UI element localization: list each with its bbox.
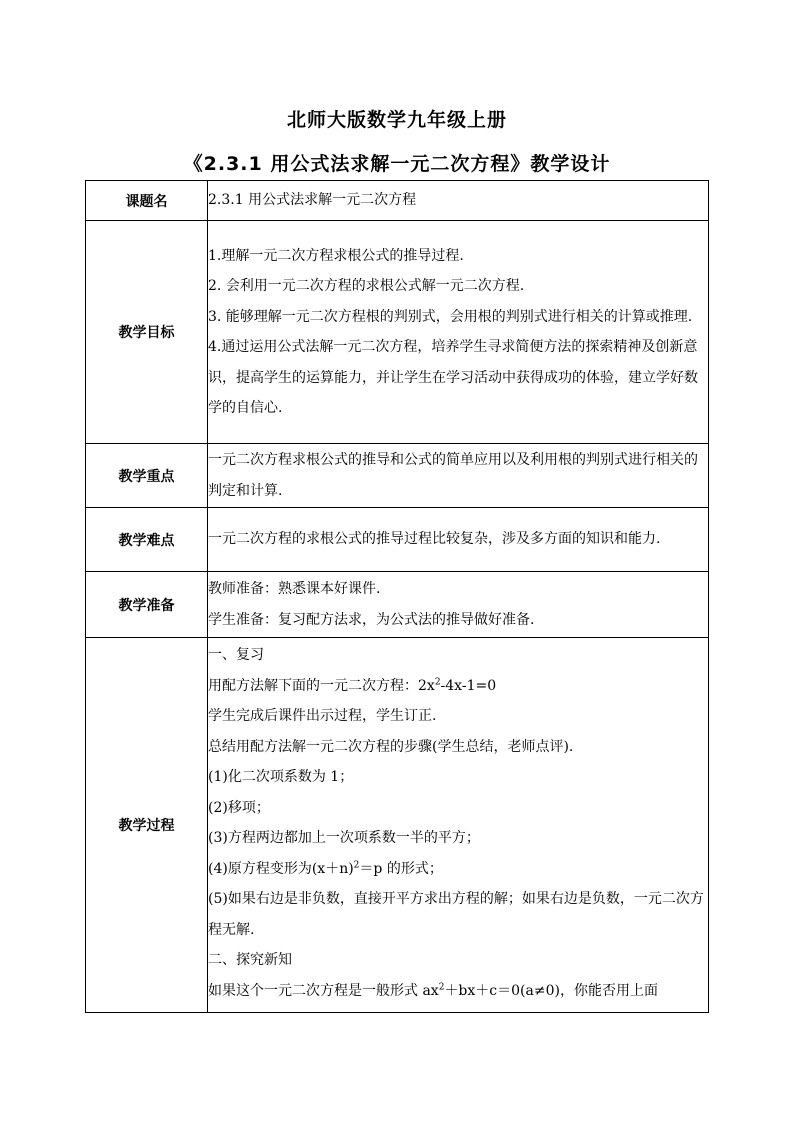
process-line: 一、复习 bbox=[208, 647, 264, 663]
row-label-process: 教学过程 bbox=[86, 638, 208, 1013]
goal-item-1: 1.理解一元二次方程求根公式的推导过程. bbox=[208, 247, 464, 264]
process-line: 学生完成后课件出示过程，学生订正. bbox=[208, 708, 437, 724]
table-row-topic bbox=[86, 181, 709, 221]
table-row-preparation bbox=[86, 572, 709, 638]
difficulties-cell bbox=[208, 508, 709, 572]
table-row-process bbox=[86, 638, 709, 1013]
topic-text: 2.3.1 用公式法求解一元二次方程 bbox=[208, 192, 417, 209]
process-line: (4)原方程变形为$(x+n)^2=p$ 的形式； bbox=[208, 859, 443, 877]
process-cell bbox=[208, 638, 709, 1013]
process-line: 用配方法解下面的一元二次方程：$2x^2-4x-1=0$ bbox=[208, 676, 497, 694]
row-label-goals: 教学目标 bbox=[86, 221, 208, 444]
goal-item-3: 3. 能够理解一元二次方程根的判别式，会用根的判别式进行相关的计算或推理. bbox=[208, 308, 693, 325]
goal-item-2: 2. 会利用一元二次方程的求根公式解一元二次方程. bbox=[208, 278, 525, 294]
table-row-goals bbox=[86, 221, 709, 444]
difficulties-text: 一元二次方程的求根公式的推导过程比较复杂，涉及多方面的知识和能力. bbox=[208, 531, 661, 548]
process-line: (5)如果右边是非负数，直接开平方求出方程的解；如果右边是负数，一元二次方程无解. bbox=[208, 891, 704, 938]
document-subtitle: 《2.3.1 用公式法求解一元二次方程》教学设计 bbox=[183, 153, 611, 175]
goals-cell bbox=[208, 221, 709, 444]
process-line: (2)移项； bbox=[208, 799, 270, 816]
row-label-preparation: 教学准备 bbox=[86, 572, 208, 638]
process-line: 二、探究新知 bbox=[208, 952, 292, 968]
goal-item-4: 4.通过运用公式法解一元二次方程，培养学生寻求简便方法的探索精神及创新意识，提高学生的运算能力，并让学生在学习活动中获得成功的体验，建立学好数学的自信心. bbox=[208, 339, 698, 416]
lesson-plan-table bbox=[85, 180, 709, 1013]
table-row-key-points bbox=[86, 444, 709, 508]
process-line: (3)方程两边都加上一次项系数一半的平方； bbox=[208, 830, 480, 846]
document-title: 北师大版数学九年级上册 bbox=[286, 109, 507, 131]
row-label-topic: 课题名 bbox=[86, 181, 208, 221]
prep-teacher: 教师准备：熟悉课本好课件. bbox=[208, 581, 381, 597]
process-line: (1)化二次项系数为 1； bbox=[208, 769, 354, 785]
preparation-cell bbox=[208, 572, 709, 638]
table-row-difficulties bbox=[86, 508, 709, 572]
process-line: 总结用配方法解一元二次方程的步骤(学生总结，老师点评). bbox=[208, 738, 574, 755]
key-points-text: 一元二次方程求根公式的推导和公式的简单应用以及利用根的判别式进行相关的判定和计算. bbox=[208, 452, 698, 499]
row-label-difficulties: 教学难点 bbox=[86, 508, 208, 572]
prep-student: 学生准备：复习配方法求，为公式法的推导做好准备. bbox=[208, 611, 535, 628]
row-label-key-points: 教学重点 bbox=[86, 444, 208, 508]
key-points-cell bbox=[208, 444, 709, 508]
process-line: 如果这个一元二次方程是一般形式 $ax^2+bx+c=0(a\ne 0)$，你能否用上面 bbox=[208, 981, 658, 999]
topic-cell bbox=[208, 181, 709, 221]
